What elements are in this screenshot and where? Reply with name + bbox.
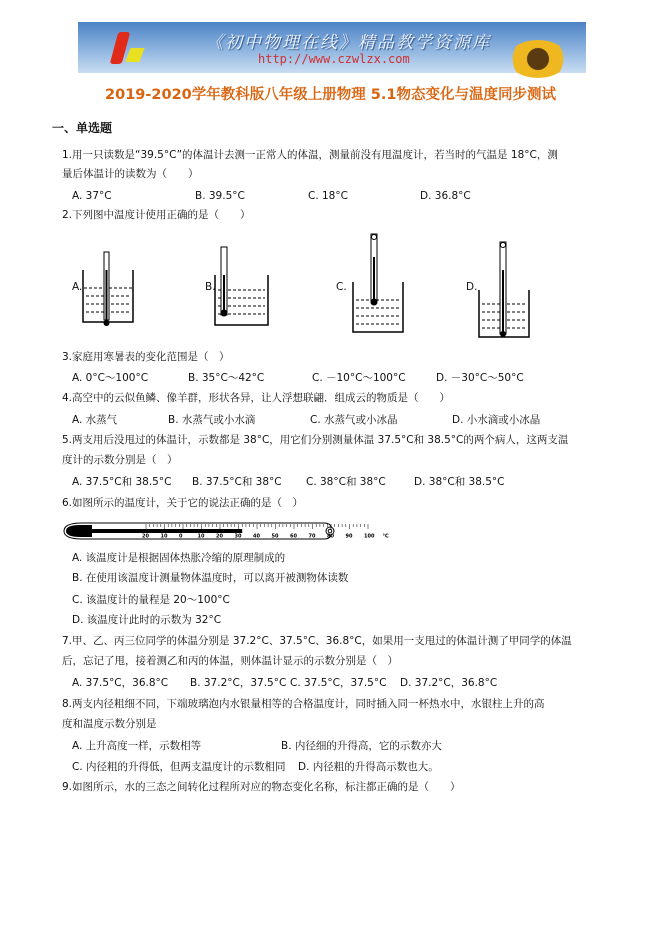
q8-option-b: B. 内径细的升得高，它的示数亦大 <box>281 740 442 752</box>
scale-label: 0 <box>179 533 183 540</box>
q7-option-b: B. 37.2°C，37.5°C <box>190 677 287 689</box>
scale-label: 100 <box>364 533 375 540</box>
q3-option-c: C. －10°C～100°C <box>312 372 406 384</box>
q2-option-c: C. <box>336 281 347 293</box>
scale-label: 10 <box>160 533 168 540</box>
question-1-text-cont: 量后体温计的读数为（ ） <box>62 168 199 180</box>
q2-option-a: A. <box>72 281 83 293</box>
scale-label: 70 <box>308 533 316 540</box>
q1-option-b: B. 39.5°C <box>195 190 245 202</box>
sunflower-image <box>508 40 568 78</box>
q6-option-a: A. 该温度计是根据固体热胀冷缩的原理制成的 <box>72 552 286 564</box>
question-2-text: 2.下列图中温度计使用正确的是（ ） <box>62 209 251 221</box>
q5-option-c: C. 38°C和 38°C <box>306 476 386 488</box>
scale-label: 40 <box>253 533 260 540</box>
question-7-text-cont: 后，忘记了甩，接着测乙和丙的体温，则体温计显示的示数分别是（ ） <box>62 655 398 667</box>
q4-option-b: B. 水蒸气或小水滴 <box>168 414 256 426</box>
q5-option-b: B. 37.5°C和 38°C <box>192 476 282 488</box>
q1-option-c: C. 18°C <box>308 190 348 202</box>
scale-label: 30 <box>234 533 242 540</box>
scale-label: 50 <box>271 533 279 540</box>
mercury-column <box>92 529 242 533</box>
scale-label: 10 <box>197 533 205 540</box>
beaker-figure-a <box>78 240 138 330</box>
scale-label: 20 <box>142 533 149 540</box>
beaker-figure-b <box>210 245 272 330</box>
question-5-text: 5.两支用后没甩过的体温计，示数都是 38°C，用它们分别测量体温 37.5°C和 38.5°C的两个病人，这两支温 <box>62 434 569 446</box>
q2-option-b: B. <box>205 281 216 293</box>
question-6-text: 6.如图所示的温度计，关于它的说法正确的是（ ） <box>62 497 304 509</box>
beaker-figure-c <box>348 232 408 337</box>
banner-title: 《初中物理在线》精品教学资源库 <box>206 33 491 53</box>
question-8-text-cont: 度和温度示数分别是 <box>62 718 157 730</box>
q6-option-c: C. 该温度计的量程是 20～100°C <box>72 594 230 606</box>
question-9-text: 9.如图所示，水的三态之间转化过程所对应的物态变化名称，标注都正确的是（ ） <box>62 781 461 793</box>
q5-option-a: A. 37.5°C和 38.5°C <box>72 476 172 488</box>
scale-label: 80 <box>327 533 334 540</box>
logo-icon-accent <box>125 48 144 62</box>
question-1-text: 1.用一只读数是“39.5°C”的体温计去测一正常人的体温，测量前没有甩温度计，若当时的气温是 18°C，测 <box>62 149 558 161</box>
scale-label: 90 <box>345 533 353 540</box>
banner-url: http://www.czwlzx.com <box>258 52 410 66</box>
scale-label: 60 <box>290 533 297 540</box>
q1-option-d: D. 36.8°C <box>420 190 471 202</box>
q7-option-d: D. 37.2°C，36.8°C <box>400 677 498 689</box>
q8-option-c: C. 内径粗的升得低，但两支温度计的示数相同 <box>72 761 286 773</box>
section-heading: 一、单选题 <box>52 121 113 135</box>
q4-option-d: D. 小水滴或小冰晶 <box>452 414 541 426</box>
question-7-text: 7.甲、乙、丙三位同学的体温分别是 37.2°C、37.5°C、36.8°C，如果用一支甩过的体温计测了甲同学的体温 <box>62 635 572 647</box>
q6-option-b: B. 在使用该温度计测量物体温度时，可以离开被测物体读数 <box>72 572 349 584</box>
q7-option-c: C. 37.5°C，37.5°C <box>290 677 387 689</box>
thermometer-figure <box>62 519 389 543</box>
q4-option-a: A. 水蒸气 <box>72 414 118 426</box>
question-5-text-cont: 度计的示数分别是（ ） <box>62 454 178 466</box>
q8-option-d: D. 内径粗的升得高示数也大。 <box>298 761 439 773</box>
q2-option-d: D. <box>466 281 478 293</box>
question-4-text: 4.高空中的云似鱼鳞、像羊群，形状各异，让人浮想联翩．组成云的物质是（ ） <box>62 392 451 404</box>
document-title: 2019-2020学年教科版八年级上册物理 5.1物态变化与温度同步测试 <box>105 87 556 103</box>
beaker-figure-d <box>474 240 534 340</box>
scale-label: °C <box>382 533 389 540</box>
q8-option-a: A. 上升高度一样，示数相等 <box>72 740 202 752</box>
question-8-text: 8.两支内径粗细不同，下端玻璃泡内水银量相等的合格温度计，同时插入同一杯热水中，水银柱上升的高 <box>62 698 545 710</box>
question-3-text: 3.家庭用寒暑表的变化范围是（ ） <box>62 351 230 363</box>
q6-option-d: D. 该温度计此时的示数为 32°C <box>72 614 222 626</box>
scale-label: 20 <box>216 533 223 540</box>
q7-option-a: A. 37.5°C，36.8°C <box>72 677 169 689</box>
q3-option-a: A. 0°C～100°C <box>72 372 149 384</box>
q5-option-d: D. 38°C和 38.5°C <box>414 476 505 488</box>
q3-option-d: D. －30°C～50°C <box>436 372 524 384</box>
q4-option-c: C. 水蒸气或小冰晶 <box>310 414 398 426</box>
q3-option-b: B. 35°C～42°C <box>188 372 265 384</box>
q1-option-a: A. 37°C <box>72 190 112 202</box>
banner <box>78 22 586 73</box>
